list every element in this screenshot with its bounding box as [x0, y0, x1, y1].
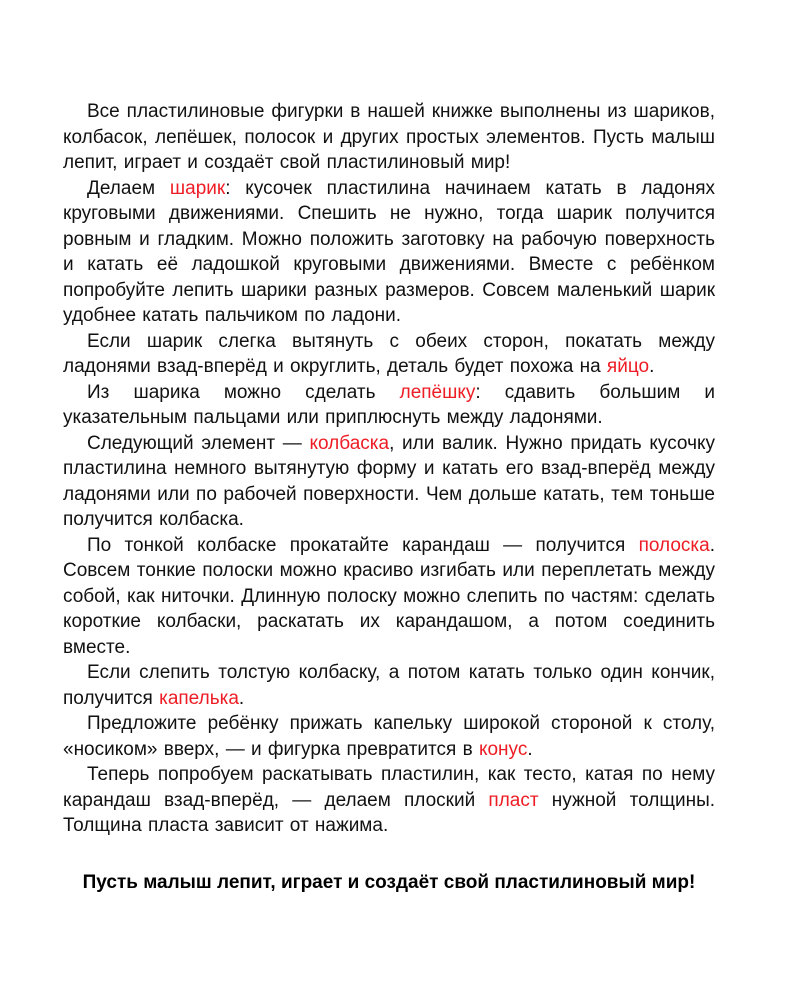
highlighted-term: колбаска: [309, 432, 390, 454]
text-run: Если шарик слегка вытянуть с обеих сторон, покатать между ладонями взад-вперёд и округлить, деталь будет похожа на: [63, 330, 715, 377]
highlighted-term: шарик: [169, 177, 226, 199]
highlighted-term: пласт: [488, 789, 539, 811]
paragraph: [63, 533, 715, 661]
closing-statement: Пусть малыш лепит, играет и создаёт свой пластилиновый мир!: [82, 872, 696, 893]
text-run: Если слепить толстую колбаску, а потом катать только один кончик, получится: [63, 662, 715, 709]
highlighted-term: лепёшку: [399, 381, 476, 403]
highlighted-term: капелька: [159, 687, 239, 709]
text-run: : кусочек пластилина начинаем катать в ладонях круговыми движениями. Спешить не нужно, тогда шарик получится ровным и гладким. Можно положить заготовку на рабочую поверхность и катать её ладошкой круговыми движениями. Вместе с ребёнком попробуйте лепить шарики разных размеров. Совсем маленький шарик удобнее катать пальчиком по ладони.: [63, 177, 715, 326]
text-run: Теперь попробуем раскатывать пластилин, как тесто, катая по нему карандаш взад-вперёд, — делаем плоский: [63, 764, 715, 811]
text-run: , или валик. Нужно придать кусочку пластилина немного вытянутую форму и катать его взад-вперёд между ладонями или по рабочей поверхности. Чем дольше катать, тем тоньше получится колбаска.: [63, 432, 715, 530]
paragraph: [63, 711, 715, 762]
text-run: Все пластилиновые фигурки в нашей книжке выполнены из шариков, колбасок, лепёшек, полосок и других простых элементов. Пусть малыш лепит, играет и создаёт свой пластилиновый мир!: [63, 101, 715, 173]
paragraph: [63, 176, 715, 329]
body-text: [63, 99, 715, 839]
text-run: .: [527, 738, 533, 760]
text-run: По тонкой колбаске прокатайте карандаш — получится: [87, 534, 639, 556]
text-run: . Совсем тонкие полоски можно красиво изгибать или переплетать между собой, как ниточки. Длинную полоску можно слепить по частям: сделать короткие колбаски, раскатать их карандашом, а потом соединить вместе.: [63, 534, 715, 658]
paragraph: [63, 99, 715, 176]
paragraph: [63, 762, 715, 839]
text-run: Предложите ребёнку прижать капельку широкой стороной к столу, «носиком» вверх, — и фигурка превратится в: [63, 713, 715, 760]
highlighted-term: полоска: [638, 534, 710, 556]
highlighted-term: яйцо: [606, 356, 650, 377]
text-run: Делаем: [87, 177, 170, 199]
paragraph: [63, 660, 715, 711]
text-run: нужной толщины. Толщина пласта зависит от нажима.: [63, 789, 715, 836]
text-run: .: [238, 687, 245, 709]
highlighted-term: конус: [478, 738, 528, 760]
text-run: .: [649, 356, 655, 377]
text-run: Следующий элемент —: [87, 432, 310, 454]
paragraph: [63, 380, 715, 431]
text-run: Из шарика можно сделать: [87, 381, 400, 403]
paragraph: [63, 329, 715, 380]
paragraph: [63, 431, 715, 533]
text-run: : сдавить большим и указательным пальцами или приплюснуть между ладонями.: [63, 381, 715, 428]
